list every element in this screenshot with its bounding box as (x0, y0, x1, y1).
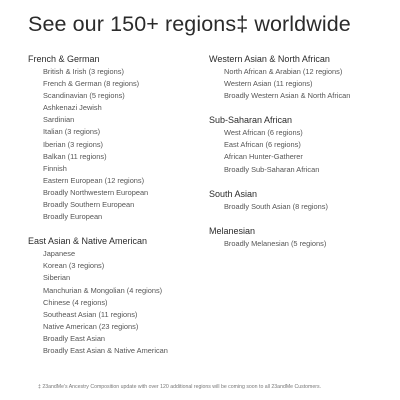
region-item: Korean (3 regions) (43, 261, 105, 271)
region-item: Broadly European (43, 212, 103, 222)
region-item: Broadly Melanesian (5 regions) (224, 238, 327, 248)
region-group (209, 225, 394, 250)
region-group (209, 188, 394, 213)
region-group-heading: South Asian (209, 188, 258, 199)
region-group (28, 53, 204, 223)
region-group-heading: Sub-Saharan African (209, 115, 293, 126)
region-item: Balkan (11 regions) (43, 151, 107, 161)
region-item: Scandinavian (5 regions) (43, 91, 125, 101)
region-item: Broadly East Asian & Native American (43, 345, 168, 355)
region-item: French & German (8 regions) (43, 79, 140, 89)
region-item: Italian (3 regions) (43, 127, 101, 137)
region-item: Broadly South Asian (8 regions) (224, 201, 328, 211)
region-item: West African (6 regions) (224, 128, 303, 138)
region-item: Broadly Sub-Saharan African (224, 164, 320, 174)
region-item: British & Irish (3 regions) (43, 67, 124, 76)
right-column (209, 53, 394, 262)
region-item: Western Asian (11 regions) (224, 79, 313, 89)
region-group-heading: Western Asian & North African (209, 54, 330, 64)
region-item: Ashkenazi Jewish (43, 103, 102, 113)
region-group (209, 53, 394, 102)
region-item: East African (6 regions) (224, 140, 301, 150)
region-group (209, 114, 394, 175)
region-item: Chinese (4 regions) (43, 297, 108, 307)
region-group-heading: East Asian & Native American (28, 236, 148, 247)
left-column (28, 53, 204, 369)
region-item: Eastern European (12 regions) (43, 175, 145, 185)
region-item: Broadly Southern European (43, 200, 135, 210)
region-item: Iberian (3 regions) (43, 139, 103, 149)
region-item: Finnish (43, 163, 67, 173)
region-item: African Hunter-Gatherer (224, 152, 303, 162)
region-group (28, 235, 204, 357)
region-item: Broadly East Asian (43, 333, 106, 343)
region-item: Broadly Western Asian & North African (224, 91, 351, 101)
region-item: Siberian (43, 273, 71, 283)
region-item: Broadly Northwestern European (43, 187, 149, 197)
footnote: ‡ 23andMe's Ancestry Composition update with over 120 additional regions will be coming soon to all 23andMe Customers. (38, 384, 322, 390)
region-item: Japanese (43, 249, 76, 259)
region-item: Southeast Asian (11 regions) (43, 309, 138, 319)
region-item: Sardinian (43, 115, 75, 125)
region-item: Manchurian & Mongolian (4 regions) (43, 285, 163, 295)
page-title: See our 150+ regions‡ worldwide (28, 12, 351, 36)
region-group-heading: French & German (28, 54, 100, 64)
region-item: Native American (23 regions) (43, 321, 139, 331)
region-group-heading: Melanesian (209, 225, 256, 236)
region-item: North African & Arabian (12 regions) (224, 67, 343, 76)
